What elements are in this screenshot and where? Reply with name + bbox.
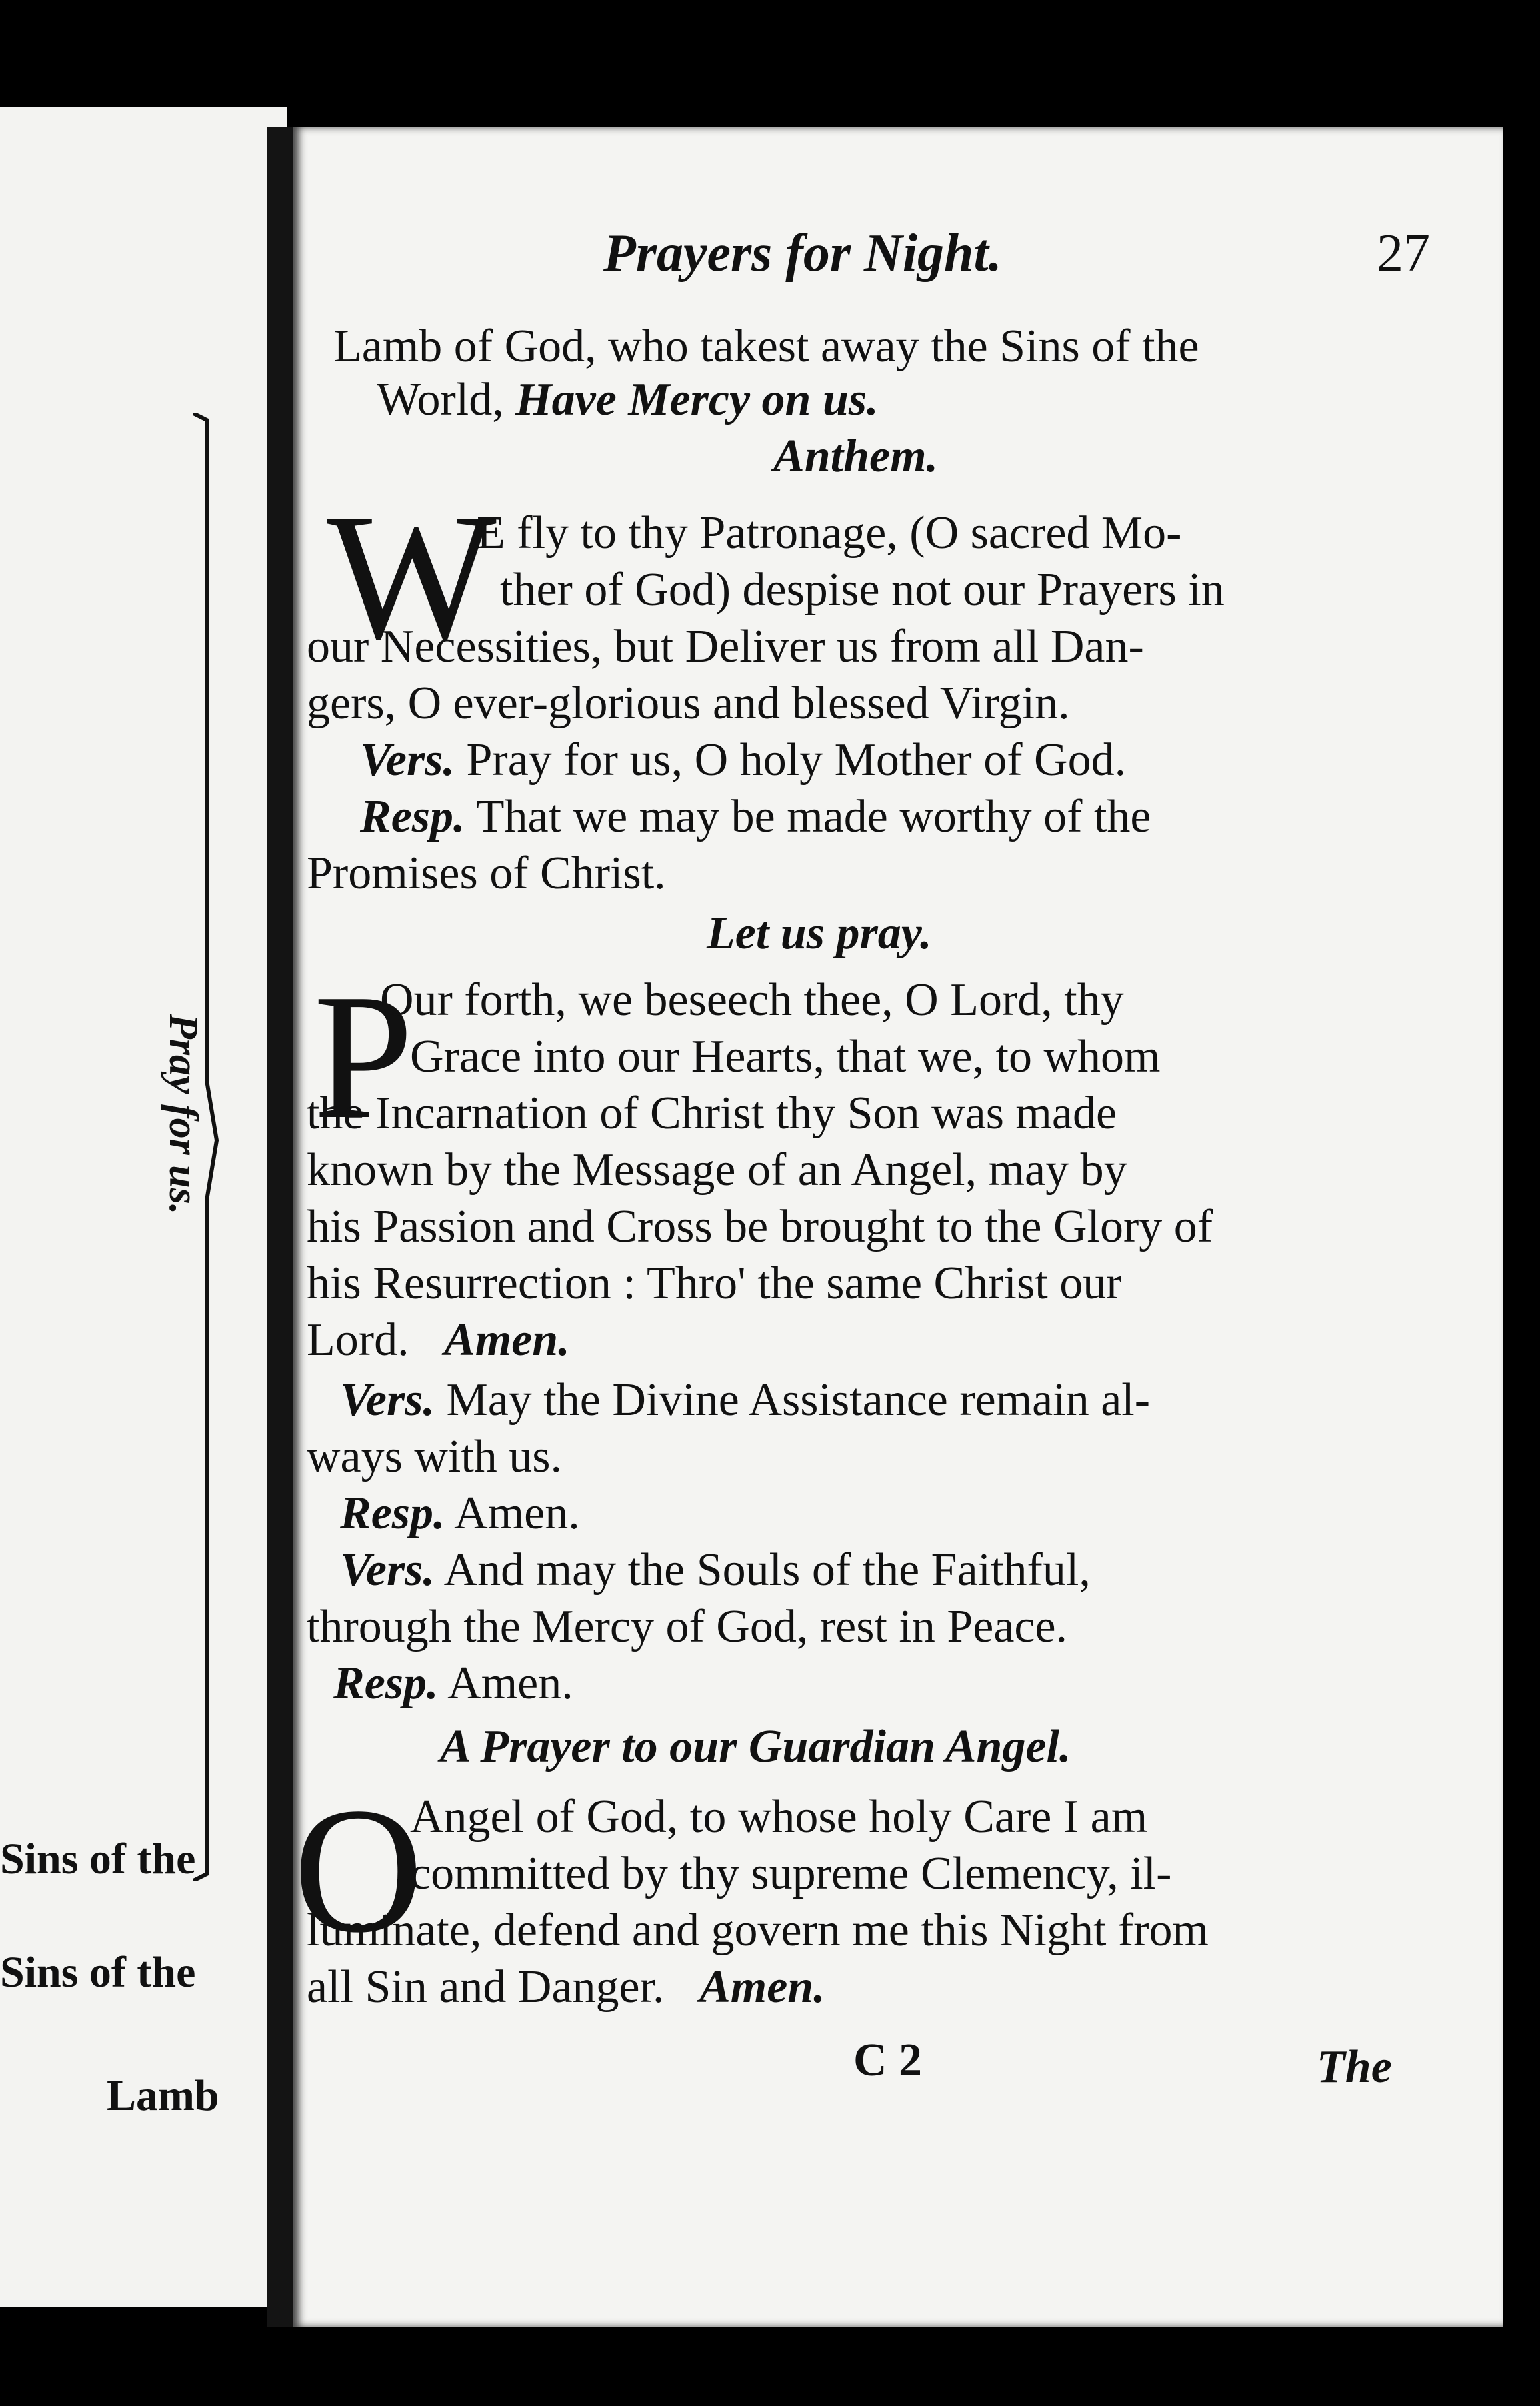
prayer-line-1: Our forth, we beseech thee, O Lord, thy xyxy=(380,974,1124,1026)
vers-2: Vers. May the Divine Assistance remain al- xyxy=(340,1374,1151,1426)
resp-3: Resp. Amen. xyxy=(333,1658,573,1709)
drop-cap-o: O xyxy=(293,1770,423,1970)
lamb-line-2: World, Have Mercy on us. xyxy=(377,374,879,425)
anthem-heading: Anthem. xyxy=(773,431,939,482)
left-page xyxy=(0,107,287,2307)
guardian-line-1: Angel of God, to whose holy Care I am xyxy=(410,1791,1148,1843)
resp-1-cont: Promises of Christ. xyxy=(307,848,666,899)
book-page xyxy=(293,127,1503,2327)
resp-2: Resp. Amen. xyxy=(340,1488,580,1539)
vers-1: Vers. Pray for us, O holy Mother of God. xyxy=(360,734,1127,786)
side-note: Pray for us. xyxy=(161,1014,206,1215)
prayer-line-2: Grace into our Hearts, that we, to whom xyxy=(410,1031,1161,1082)
lamb-line-1: Lamb of God, who takest away the Sins of the xyxy=(333,321,1199,372)
vers-3-cont: through the Mercy of God, rest in Peace. xyxy=(307,1601,1068,1652)
vers-3: Vers. And may the Souls of the Faithful, xyxy=(340,1544,1091,1596)
left-line-1: Sins of the xyxy=(0,1835,196,1883)
prayer-line-3: the Incarnation of Christ thy Son was made xyxy=(307,1088,1117,1139)
left-line-2: Sins of the xyxy=(0,1948,196,1997)
anthem-line-4: gers, O ever-glorious and blessed Virgin. xyxy=(307,678,1070,729)
drop-cap-w: W xyxy=(327,477,497,676)
prayer-line-7: Lord. Amen. xyxy=(307,1314,570,1366)
signature-mark: C 2 xyxy=(853,2035,923,2086)
page-number: 27 xyxy=(1377,224,1430,283)
prayer-line-4: known by the Message of an Angel, may by xyxy=(307,1144,1127,1196)
anthem-line-3: our Necessities, but Deliver us from all Dan- xyxy=(307,621,1144,672)
guardian-line-4: all Sin and Danger. Amen. xyxy=(307,1961,825,2013)
vers-2-cont: ways with us. xyxy=(307,1431,563,1482)
left-line-3: Lamb xyxy=(107,2071,219,2120)
anthem-line-2: ther of God) despise not our Prayers in xyxy=(500,564,1225,616)
guardian-line-2: committed by thy supreme Clemency, il- xyxy=(410,1848,1172,1899)
anthem-line-1: E fly to thy Patronage, (O sacred Mo- xyxy=(477,507,1182,559)
let-us-pray-heading: Let us pray. xyxy=(707,908,932,959)
prayer-line-6: his Resurrection : Thro' the same Christ our xyxy=(307,1258,1122,1309)
guardian-line-3: luminate, defend and govern me this Night from xyxy=(307,1905,1209,1956)
guardian-heading: A Prayer to our Guardian Angel. xyxy=(440,1721,1071,1772)
resp-1: Resp. That we may be made worthy of the xyxy=(360,791,1151,842)
running-header: Prayers for Night. xyxy=(603,224,1002,283)
drop-cap-p: P xyxy=(313,957,414,1156)
catchword: The xyxy=(1317,2041,1392,2093)
prayer-line-5: his Passion and Cross be brought to the Glory of xyxy=(307,1201,1213,1252)
